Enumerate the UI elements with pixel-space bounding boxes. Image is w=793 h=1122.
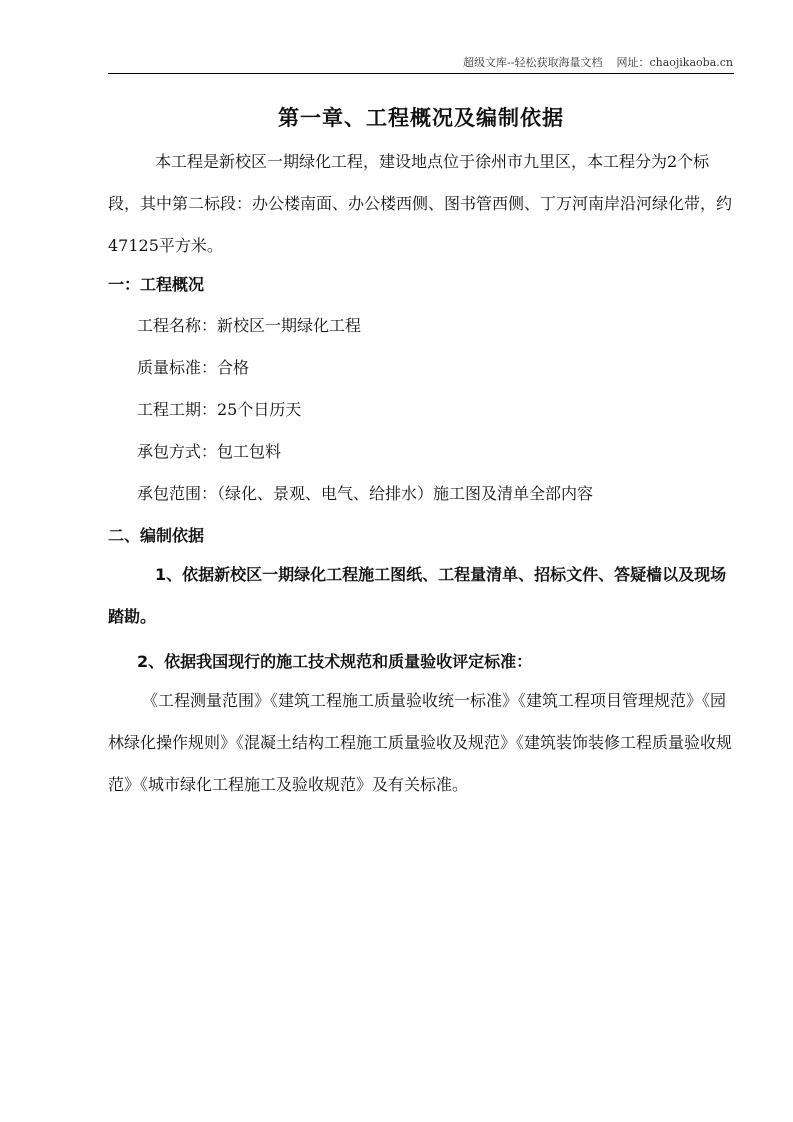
overview-item-quality-standard: 质量标准：合格 <box>137 358 250 377</box>
intro-paragraph: 本工程是新校区一期绿化工程，建设地点位于徐州市九里区，本工程分为2个标段，其中第二标段：办公楼南面、办公楼西侧、图书管西侧、丁万河南岸沿河绿化带，约47125平方米。 <box>108 152 733 255</box>
overview-item-duration: 工程工期：25个日历天 <box>137 400 302 419</box>
section-heading-overview: 一：工程概况 <box>108 275 205 294</box>
header-divider <box>108 73 734 74</box>
section-heading-basis: 二、编制依据 <box>108 526 205 545</box>
header-url: 网址：chaojikaoba.cn <box>616 56 733 69</box>
overview-item-contract-mode: 承包方式：包工包料 <box>137 442 282 461</box>
page-header <box>108 54 733 72</box>
overview-item-project-name: 工程名称：新校区一期绿化工程 <box>137 316 362 335</box>
basis-point-2: 2、依据我国现行的施工技术规范和质量验收评定标准： <box>137 652 533 671</box>
header-site-name: 超级文库--轻松获取海量文档 <box>463 56 603 69</box>
standards-list: 《工程测量范围》《建筑工程施工质量验收统一标准》《建筑工程项目管理规范》《园林绿化操作规则》《混凝土结构工程施工质量验收及规范》《建筑装饰装修工程质量验收规范》《城市绿化工程施工及验收规范》及有关标准。 <box>108 691 733 794</box>
overview-item-scope: 承包范围：（绿化、景观、电气、给排水）施工图及清单全部内容 <box>137 484 594 503</box>
basis-point-1: 1、依据新校区一期绿化工程施工图纸、工程量清单、招标文件、答疑樯以及现场踏勘。 <box>108 565 727 626</box>
chapter-title: 第一章、工程概况及编制依据 <box>278 106 564 130</box>
